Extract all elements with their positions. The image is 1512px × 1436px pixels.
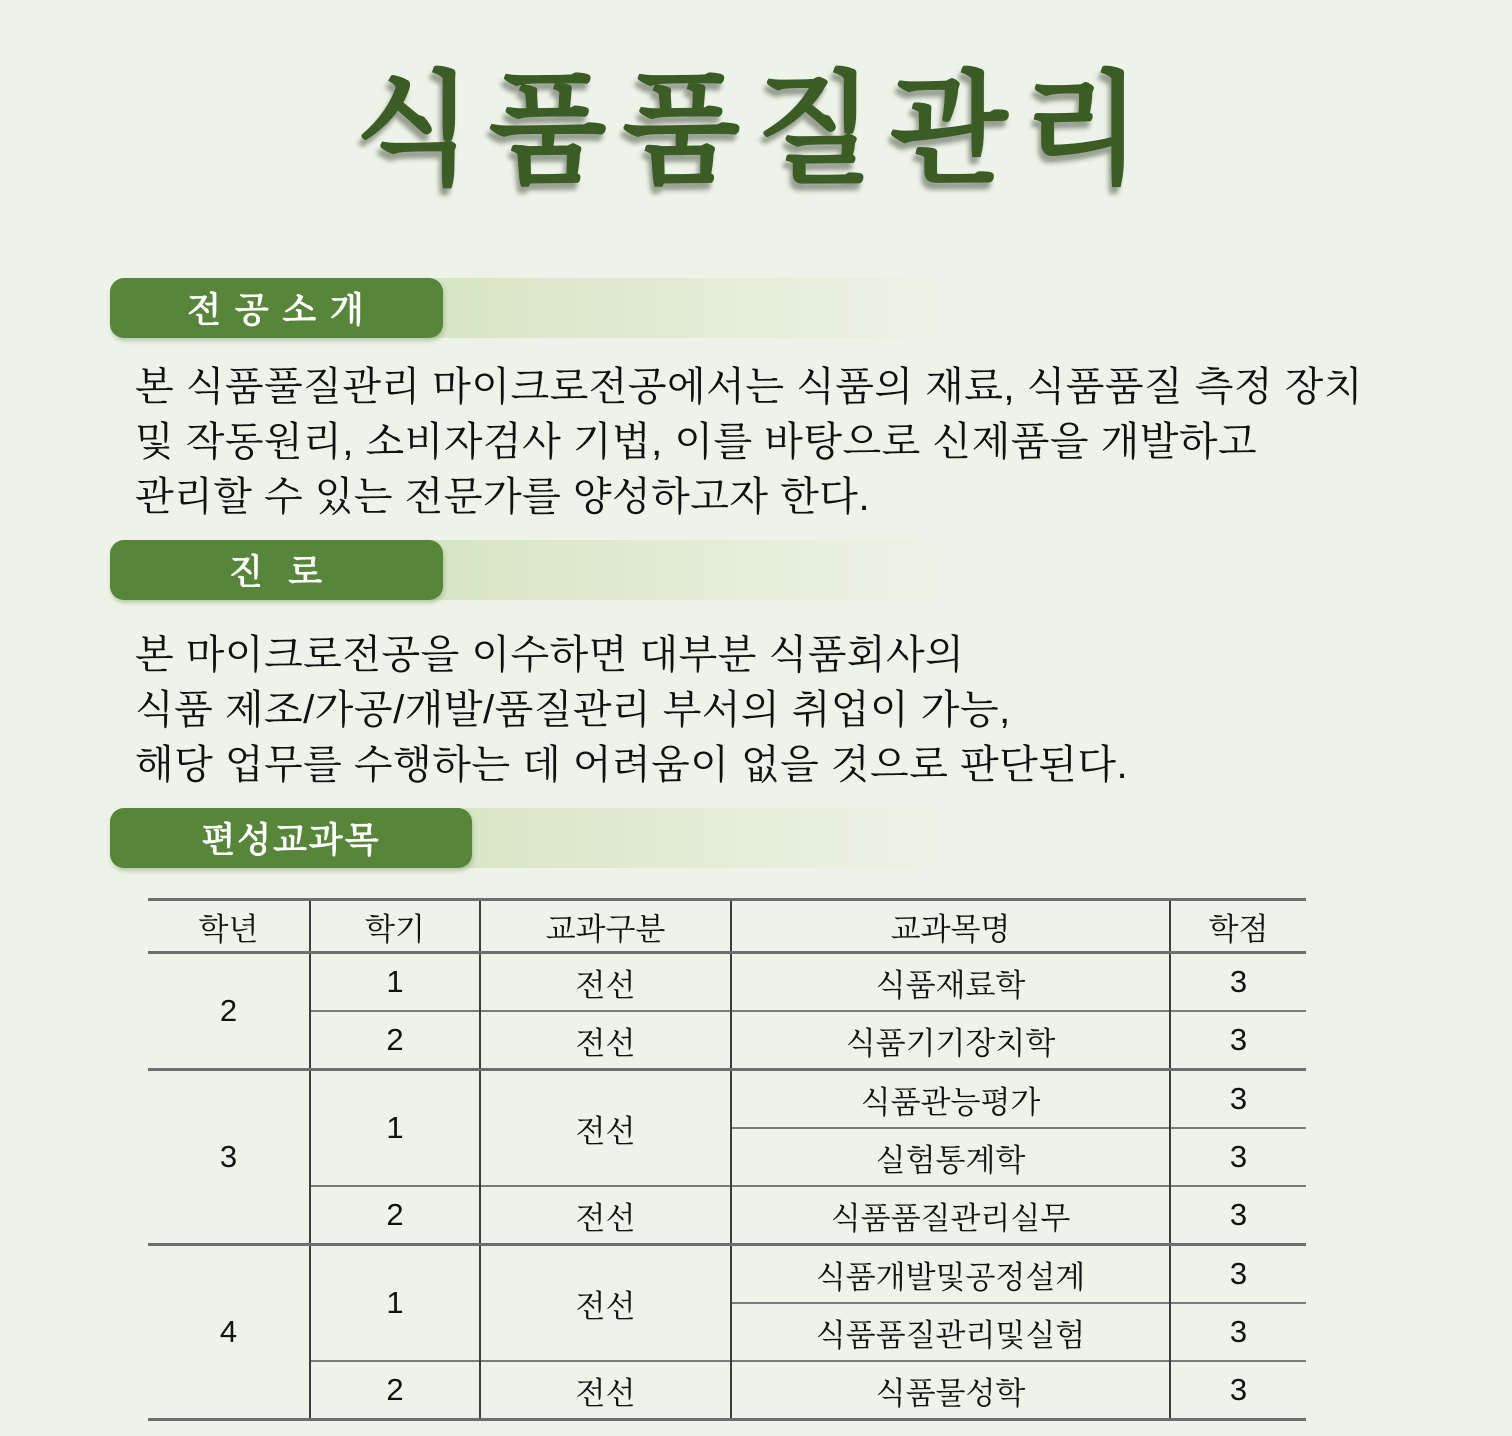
- heading-pill: [110, 278, 443, 338]
- year-cell: 3: [148, 1070, 310, 1245]
- course-name-cell: 식품물성학: [731, 1361, 1170, 1420]
- career-line-2: 식품 제조/가공/개발/품질관리 부서의 취업이 가능,: [135, 688, 1011, 732]
- table-row: [148, 1245, 1306, 1304]
- credits-cell: 3: [1170, 1245, 1306, 1304]
- course-name-cell: 식품재료학: [731, 953, 1170, 1012]
- semester-cell: 2: [310, 1361, 480, 1420]
- semester-cell: 1: [310, 1070, 480, 1187]
- course-name-cell: 식품품질관리및실험: [731, 1303, 1170, 1361]
- intro-line-2: 및 작동원리, 소비자검사 기법, 이를 바탕으로 신제품을 개발하고: [135, 420, 1258, 464]
- credits-cell: 3: [1170, 1186, 1306, 1245]
- course-name-cell: 식품개발및공정설계: [731, 1245, 1170, 1304]
- col-header-credits: 학점: [1170, 900, 1306, 953]
- category-cell: 전선: [480, 1011, 731, 1070]
- table-header-row: [148, 900, 1306, 953]
- table-row: [148, 953, 1306, 1012]
- heading-pill: [110, 540, 443, 600]
- intro-paragraph: [135, 360, 1435, 525]
- heading-label-intro: 전 공 소 개: [187, 291, 366, 330]
- credits-cell: 3: [1170, 1070, 1306, 1129]
- credits-cell: 3: [1170, 1011, 1306, 1070]
- section-header-courses: [110, 808, 945, 868]
- year-cell: 4: [148, 1245, 310, 1420]
- courses-table: [148, 898, 1306, 1421]
- table-row: [148, 1361, 1306, 1420]
- section-header-intro: [110, 278, 945, 338]
- page-title: 식품품질관리: [354, 62, 1158, 198]
- heading-pill: [110, 808, 472, 868]
- semester-cell: 1: [310, 1245, 480, 1362]
- heading-label-courses: 편성교과목: [201, 821, 381, 860]
- course-name-cell: 실험통계학: [731, 1128, 1170, 1186]
- year-cell: 2: [148, 953, 310, 1070]
- col-header-course: 교과목명: [731, 900, 1170, 953]
- course-name-cell: 식품기기장치학: [731, 1011, 1170, 1070]
- credits-cell: 3: [1170, 953, 1306, 1012]
- table-row: [148, 1186, 1306, 1245]
- category-cell: 전선: [480, 1361, 731, 1420]
- table-row: [148, 1070, 1306, 1129]
- category-cell: 전선: [480, 953, 731, 1012]
- section-header-career: [110, 540, 945, 600]
- course-name-cell: 식품관능평가: [731, 1070, 1170, 1129]
- col-header-category: 교과구분: [480, 900, 731, 953]
- career-paragraph: [135, 628, 1375, 793]
- career-line-1: 본 마이크로전공을 이수하면 대부분 식품회사의: [135, 633, 965, 677]
- course-name-cell: 식품품질관리실무: [731, 1186, 1170, 1245]
- semester-cell: 2: [310, 1186, 480, 1245]
- intro-line-3: 관리할 수 있는 전문가를 양성하고자 한다.: [135, 475, 871, 519]
- semester-cell: 2: [310, 1011, 480, 1070]
- table-row: [148, 1011, 1306, 1070]
- category-cell: 전선: [480, 1245, 731, 1362]
- credits-cell: 3: [1170, 1128, 1306, 1186]
- intro-line-1: 본 식품풀질관리 마이크로전공에서는 식품의 재료, 식품품질 측정 장치: [135, 365, 1363, 409]
- semester-cell: 1: [310, 953, 480, 1012]
- career-line-3: 해당 업무를 수행하는 데 어려움이 없을 것으로 판단된다.: [135, 743, 1129, 787]
- category-cell: 전선: [480, 1186, 731, 1245]
- category-cell: 전선: [480, 1070, 731, 1187]
- col-header-year: 학년: [148, 900, 310, 953]
- col-header-semester: 학기: [310, 900, 480, 953]
- credits-cell: 3: [1170, 1303, 1306, 1361]
- heading-label-career: 진 로: [228, 553, 325, 592]
- credits-cell: 3: [1170, 1361, 1306, 1420]
